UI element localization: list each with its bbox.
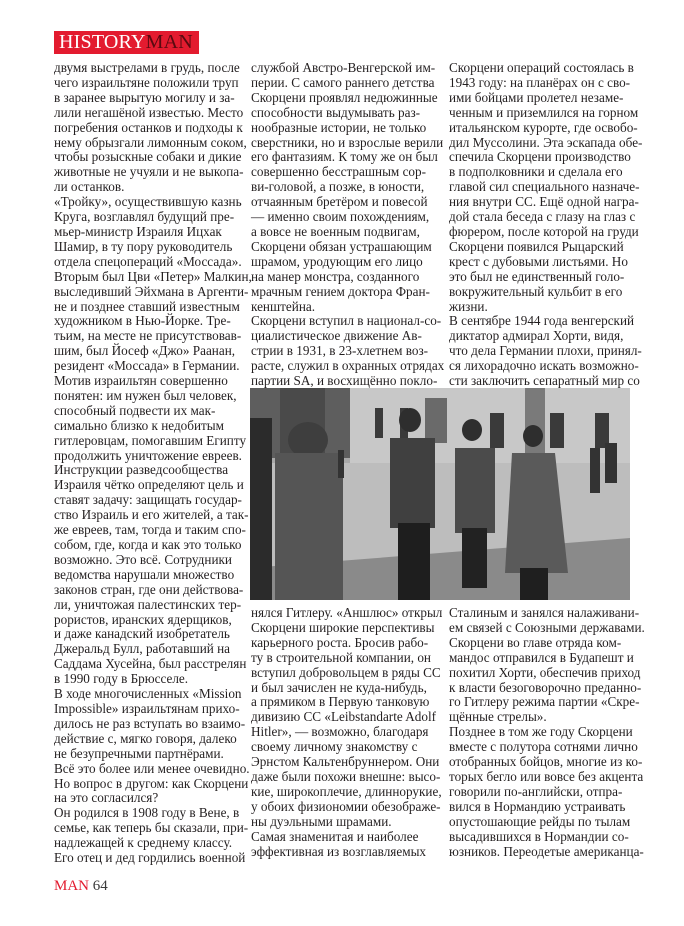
text-line: дой стала беседа с глазу на глаз с [449,209,636,225]
text-line: Скорцени проявлял недюжинные [251,89,438,105]
article-column-2-bottom [251,606,446,859]
text-line: продолжить уничтожение евреев. [54,447,242,463]
text-line: надлежащей к среднему классу. [54,835,233,851]
text-line: Скорцени во главе отряда ком- [449,634,622,650]
text-line: ви-головой, а позже, в юности, [251,179,425,195]
text-line: спечила Скорцени производство [449,149,631,165]
text-line: Инструкции разведсообщества [54,462,229,478]
text-line: чтобы розыскные собаки и дикие [54,149,242,165]
text-line: мьер-министр Израиля Ицхак [54,223,222,239]
text-line: животные не учуяли и не выкопа- [54,164,244,180]
text-line: нему обрызгали лимонным соком, [54,134,247,150]
text-line: ли останков. [54,179,125,195]
text-line: Но вопрос в другом: как Скорцени [54,775,249,791]
text-line: а прямиком в Первую танковую [251,694,430,710]
text-line: — именно своим похождениям, [251,209,430,225]
text-line: кие, широкоплечие, длиннорукие, [251,783,442,799]
section-title-history: HISTORY [59,31,146,53]
text-line: Скорцени обязан устрашающим [251,238,432,254]
section-title-man: MAN [145,31,193,53]
text-line: рористов, иранских ядерщиков, [54,611,232,627]
text-line: мандос отправился в Будапешт и [449,649,634,665]
text-line: способности выдумывать раз- [251,104,421,120]
text-line: ведомства нарушали множество [54,566,235,582]
text-line: щённые стрелы». [449,709,547,725]
text-line: на манер монстра, созданного [251,268,420,284]
text-line: Impossible» израильтянам прихо- [54,700,240,716]
text-line: ли, уничтожая палестинских тер- [54,596,242,612]
text-line: совершенно бесстрашным сор- [251,164,426,180]
text-line: гитлеровцам, помогавшим Египту [54,432,247,448]
text-line: вступил добровольцем в ряды СС [251,664,441,680]
text-line: Скорцени появился Рыцарский [449,238,624,254]
text-line: способный подвести их мак- [54,402,216,418]
text-line: 1943 году: на планёрах он с сво- [449,74,631,90]
text-line: законов стран, где они действова- [54,581,244,597]
text-line: перии. С самого раннего детства [251,74,435,90]
text-line: Скорцени операций состоялась в [449,60,634,75]
text-line: службой Австро-Венгерской им- [251,60,436,75]
text-line: Скорцени широкие перспективы [251,619,435,635]
text-line: возможно. Это всё. Сотрудники [54,551,232,567]
text-line: Эрнстом Кальтенбруннером. Они [251,754,440,770]
text-line: вокружительный кульбит в его [449,283,623,299]
footer-brand: MAN [54,878,90,894]
text-line: карьерного роста. Бросив рабо- [251,634,429,650]
photo-illustration [250,388,630,600]
text-line: Джеральд Булл, работавший на [54,641,231,657]
text-line: диктатор адмирал Хорти, видя, [449,328,624,344]
text-line: отобранных бойцов, многие из ко- [449,754,643,770]
text-line: Сталиным и занялся налаживани- [449,605,640,620]
text-line: Hitler», — возможно, благодаря [251,724,429,740]
text-line: Позднее в том же году Скорцени [449,724,633,740]
text-line: жизни. [449,298,488,314]
text-line: вился в Нормандию устраивать [449,798,626,814]
article-column-3-bottom [449,606,644,859]
text-line: и даже канадский изобретатель [54,626,230,642]
text-line: даже были похожи внешне: высо- [251,768,441,784]
article-photo [250,388,630,600]
text-line: не и позднее ставший известным [54,298,240,314]
page-footer [54,878,108,895]
text-line: говорили по-английски, отпра- [449,783,623,799]
text-line: Самая знаменитая и наиболее [251,828,419,844]
text-line: опустошающие рейды по тылам [449,813,631,829]
article-column-1 [54,60,252,866]
text-line: это был не единственный голо- [449,268,625,284]
article-column-2-top [251,61,446,389]
text-line: же евреев, там, тогда и таким спо- [54,522,246,538]
text-line: Израиля чётко определяют цель и [54,477,244,493]
text-line: симально близко к недобитым [54,417,225,433]
text-line: шим, был Йосеф «Джо» Раанан, [54,343,236,359]
text-line: ся лихорадочно искать возможно- [449,358,639,374]
text-line: партии SA, и восхищённо покло- [251,373,438,389]
text-line: двумя выстрелами в грудь, после [54,60,240,75]
text-line: лили негашёной известью. Место [54,104,244,120]
text-line: торых бегло или вовсе без акцента [449,768,644,784]
text-line: Круга, возглавлял будущий пре- [54,209,235,225]
text-line: шрамом, уродующим его лицо [251,253,423,269]
text-line: отчаянным бретёром и повесой [251,194,428,210]
text-line: чего израильтяне положили труп [54,74,239,90]
text-line: Вторым был Цви «Петер» Малкин, [54,268,252,284]
text-line: дивизию СС «Leibstandarte Adolf [251,709,437,725]
text-line: погребения останков и подходы к [54,119,243,135]
text-line: стрии в 1931, в 23-хлетнем воз- [251,343,429,359]
text-line: главой сил специального назначе- [449,179,640,195]
text-line: у обоих физиономии обезображе- [251,798,441,814]
text-line: что дела Германии плохи, принял- [449,343,642,359]
text-line: ны дуэльными шрамами. [251,813,392,829]
text-line: высадившихся в Нормандии со- [449,828,629,844]
text-line: В ходе многочисленных «Mission [54,686,242,702]
text-line: Его отец и дед гордились военной [54,850,246,866]
text-line: его фантазиям. К тому же он был [251,149,438,165]
text-line: Саддама Хусейна, был расстрелян [54,656,247,672]
text-line: а вовсе не военным подвигам, [251,223,420,239]
text-line: мрачным гением доктора Фран- [251,283,430,299]
text-line: ту в строительной компании, он [251,649,431,665]
text-line: фюрером, после которой на груди [449,223,639,239]
article-column-3-top [449,61,644,389]
text-line: юзников. Переодетые американца- [449,843,644,859]
text-line: дил Муссолини. Эта эскапада обе- [449,134,643,150]
text-line: выследивший Эйхмана в Аргенти- [54,283,249,299]
text-line: ставят задачу: защищать государ- [54,492,242,508]
text-line: кенштейна. [251,298,316,314]
text-line: в заранее вырытую могилу и за- [54,89,235,105]
text-line: В сентябре 1944 года венгерский [449,313,635,329]
text-line: Скорцени вступил в национал-со- [251,313,442,329]
text-line: итальянском курорте, где освобо- [449,119,638,135]
text-line: циалистическое движение Ав- [251,328,422,344]
text-line: нообразные истории, не только [251,119,427,135]
text-line: похитил Хорти, обеспечив приход [449,664,641,680]
text-line: ния внутри СС. Ещё одной награ- [449,194,639,210]
text-line: своему личному знакомству с [251,739,418,755]
text-line: ченным и приземлился на горном [449,104,639,120]
text-line: крест с дубовыми листьями. Но [449,253,628,269]
text-line: на это согласился? [54,790,159,806]
text-line: и был зачислен не куда-нибудь, [251,679,427,695]
section-header-badge [54,31,199,54]
text-line: понятен: им нужен был человек, [54,387,237,403]
text-line: «Тройку», осуществившую казнь [54,194,242,210]
text-line: Он родился в 1908 году в Вене, в [54,805,240,821]
text-line: нялся Гитлеру. «Аншлюс» открыл [251,605,443,620]
page-number: 64 [92,878,108,894]
text-line: действие с, мягко говоря, далеко [54,730,237,746]
text-line: вместе с полутора сотнями лично [449,739,638,755]
text-line: к власти безоговорочно преданно- [449,679,642,695]
text-line: сти заключить сепаратный мир со [449,373,640,389]
text-line: го Гитлеру режима партии «Скре- [449,694,640,710]
text-line: ем связей с Союзными державами. [449,619,645,635]
text-line: художником в Нью-Йорке. Тре- [54,313,231,329]
text-line: Шамир, в ту пору руководитель [54,238,233,254]
text-line: дилось не раз вступать во взаимо- [54,715,246,731]
text-line: ство Израиль и его жителей, а так- [54,507,249,523]
text-line: расте, служил в охранных отрядах [251,358,445,374]
text-line: сверстники, но и взрослые верили [251,134,444,150]
text-line: резидент «Моссада» в Германии. [54,358,240,374]
text-line: тьим, на месте не присутствовав- [54,328,242,344]
text-line: отдела спецопераций «Моссада». [54,253,242,269]
text-line: семье, как теперь бы сказали, при- [54,820,249,836]
text-line: не безупречными партнёрами. [54,745,224,761]
text-line: в 1990 году в Брюсселе. [54,671,189,687]
text-line: Всё это более или менее очевидно. [54,760,250,776]
text-line: в подполковники и сделала его [449,164,623,180]
text-line: эффективная из возглавляемых [251,843,427,859]
text-line: Мотив израильтян совершенно [54,373,228,389]
text-line: собом, где, когда и как это только [54,537,242,552]
text-line: ими бойцами пролетел незаме- [449,89,624,105]
